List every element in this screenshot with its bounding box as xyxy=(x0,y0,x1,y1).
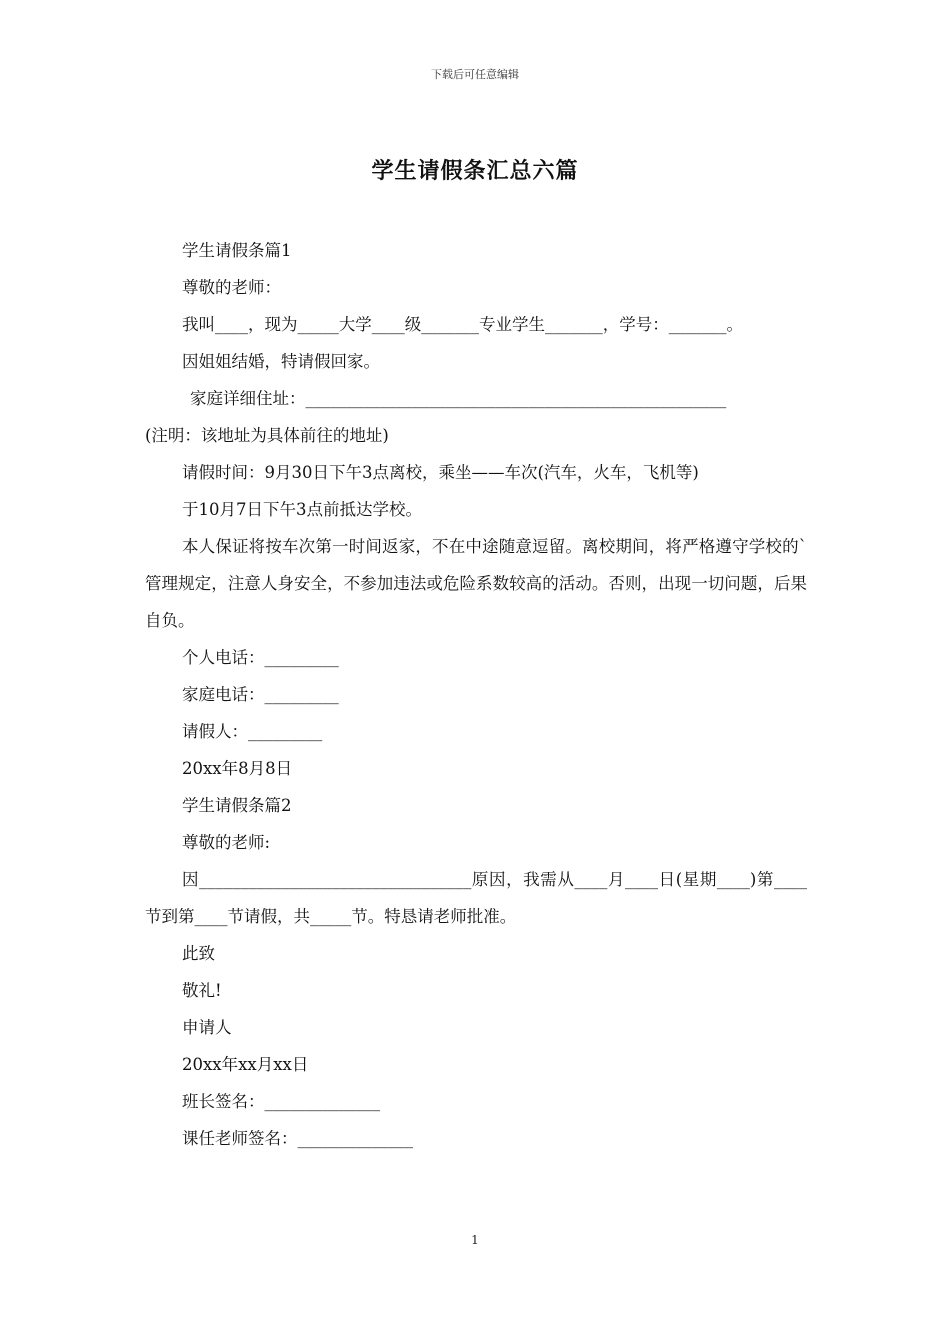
personal-phone-line: 个人电话：_________ xyxy=(182,648,339,667)
teacher-signature-line: 课任老师签名：______________ xyxy=(182,1129,413,1148)
regards-line: 敬礼! xyxy=(182,981,222,1000)
section-heading-1: 学生请假条篇1 xyxy=(182,241,292,260)
document-title: 学生请假条汇总六篇 xyxy=(371,159,579,184)
page-number: 1 xyxy=(471,1233,479,1247)
date-line-1: 20xx年8月8日 xyxy=(182,759,293,778)
salutation-2: 尊敬的老师: xyxy=(182,833,271,852)
section-heading-2: 学生请假条篇2 xyxy=(182,796,292,815)
page-header: 下载后可任意编辑 xyxy=(431,68,519,81)
reason-paragraph: 因姐姐结婚，特请假回家。 xyxy=(182,352,380,371)
monitor-signature-line: 班长签名：______________ xyxy=(182,1092,380,1111)
leave-request-paragraph: 因_________________________________原因，我需从____月____日(星期____)第____节到第____节请假，共_____节。特恳请老师批准。 xyxy=(145,870,807,926)
salutation: 尊敬的老师： xyxy=(182,278,281,297)
applicant-line: 请假人：_________ xyxy=(182,722,323,741)
student-info-paragraph: 我叫____，现为_____大学____级_______专业学生_______，学号：_______。 xyxy=(182,315,743,334)
pledge-paragraph: 本人保证将按车次第一时间返家，不在中途随意逗留。离校期间，将严格遵守学校的`管理规定，注意人身安全，不参加违法或危险系数较高的活动。否则，出现一切问题，后果自负。 xyxy=(145,537,807,630)
return-time-paragraph: 于10月7日下午3点前抵达学校。 xyxy=(182,500,422,519)
leave-time-paragraph: 请假时间：9月30日下午3点离校，乘坐——车次(汽车，火车，飞机等) xyxy=(182,463,699,482)
closing-line: 此致 xyxy=(182,944,215,963)
home-phone-line: 家庭电话：_________ xyxy=(182,685,339,704)
address-note: (注明：该地址为具体前往的地址) xyxy=(145,426,389,445)
applicant-label: 申请人 xyxy=(182,1018,232,1037)
date-line-2: 20xx年xx月xx日 xyxy=(182,1055,309,1074)
document-body xyxy=(145,232,807,1157)
home-address-line: 家庭详细住址：___________________________________________________ xyxy=(190,389,727,408)
